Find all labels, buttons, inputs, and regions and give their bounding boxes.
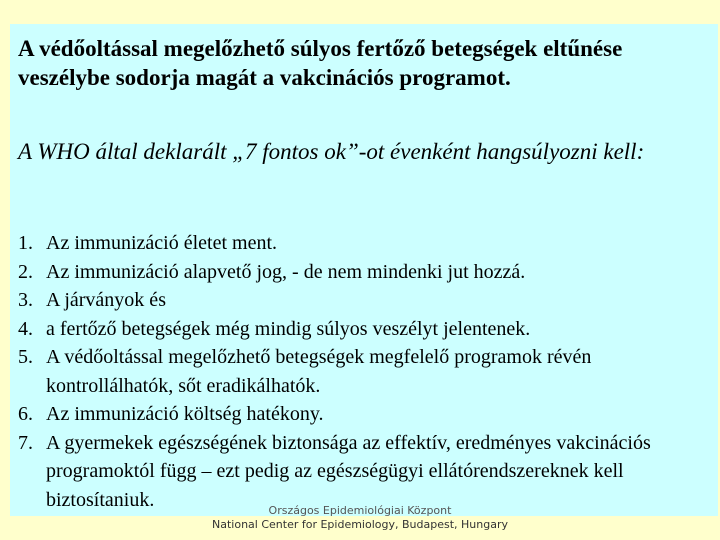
list-item-text: Az immunizáció életet ment. xyxy=(46,232,278,254)
list-item xyxy=(18,429,708,515)
list-item xyxy=(18,258,708,287)
list-item-text: A járványok és xyxy=(46,289,166,311)
list-item-number: 2. xyxy=(18,260,33,283)
list-item xyxy=(18,315,708,344)
list-item-text: a fertőző betegségek még mindig súlyos veszélyt jelentenek. xyxy=(46,317,531,340)
list-item-number: 4. xyxy=(18,317,33,340)
list-item-number: 7. xyxy=(18,431,33,454)
list-item-number: 5. xyxy=(18,346,33,368)
list-item xyxy=(18,343,708,400)
reasons-list xyxy=(18,229,708,514)
footer-organization-en: National Center for Epidemiology, Budapest, Hungary xyxy=(212,518,508,531)
list-item-text: A védőoltással megelőzhető betegségek megfelelő programok révén kontrollálhatók, sőt eradikálhatók. xyxy=(46,346,592,397)
list-item-number: 3. xyxy=(18,289,33,311)
slide-heading: A védőoltással megelőzhető súlyos fertőző betegségek eltűnése veszélybe sodorja magát a vakcinációs programot. xyxy=(18,36,623,90)
list-item xyxy=(18,400,708,429)
slide-subheading: A WHO által deklarált „7 fontos ok”-ot évenként hangsúlyozni kell: xyxy=(18,139,645,164)
list-item-text: A gyermekek egészségének biztonsága az effektív, eredményes vakcinációs programoktól függ – ezt pedig az egészségügyi ellátórendszereknek kell biztosítaniuk. xyxy=(46,431,651,511)
list-item xyxy=(18,229,708,258)
footer-organization-hu: Országos Epidemiológiai Központ xyxy=(268,504,452,517)
list-item-number: 6. xyxy=(18,403,33,425)
list-item-text: Az immunizáció költség hatékony. xyxy=(46,403,324,425)
list-item-number: 1. xyxy=(18,232,33,254)
list-item-text: Az immunizáció alapvető jog, - de nem mindenki jut hozzá. xyxy=(46,260,526,283)
list-item xyxy=(18,286,708,315)
